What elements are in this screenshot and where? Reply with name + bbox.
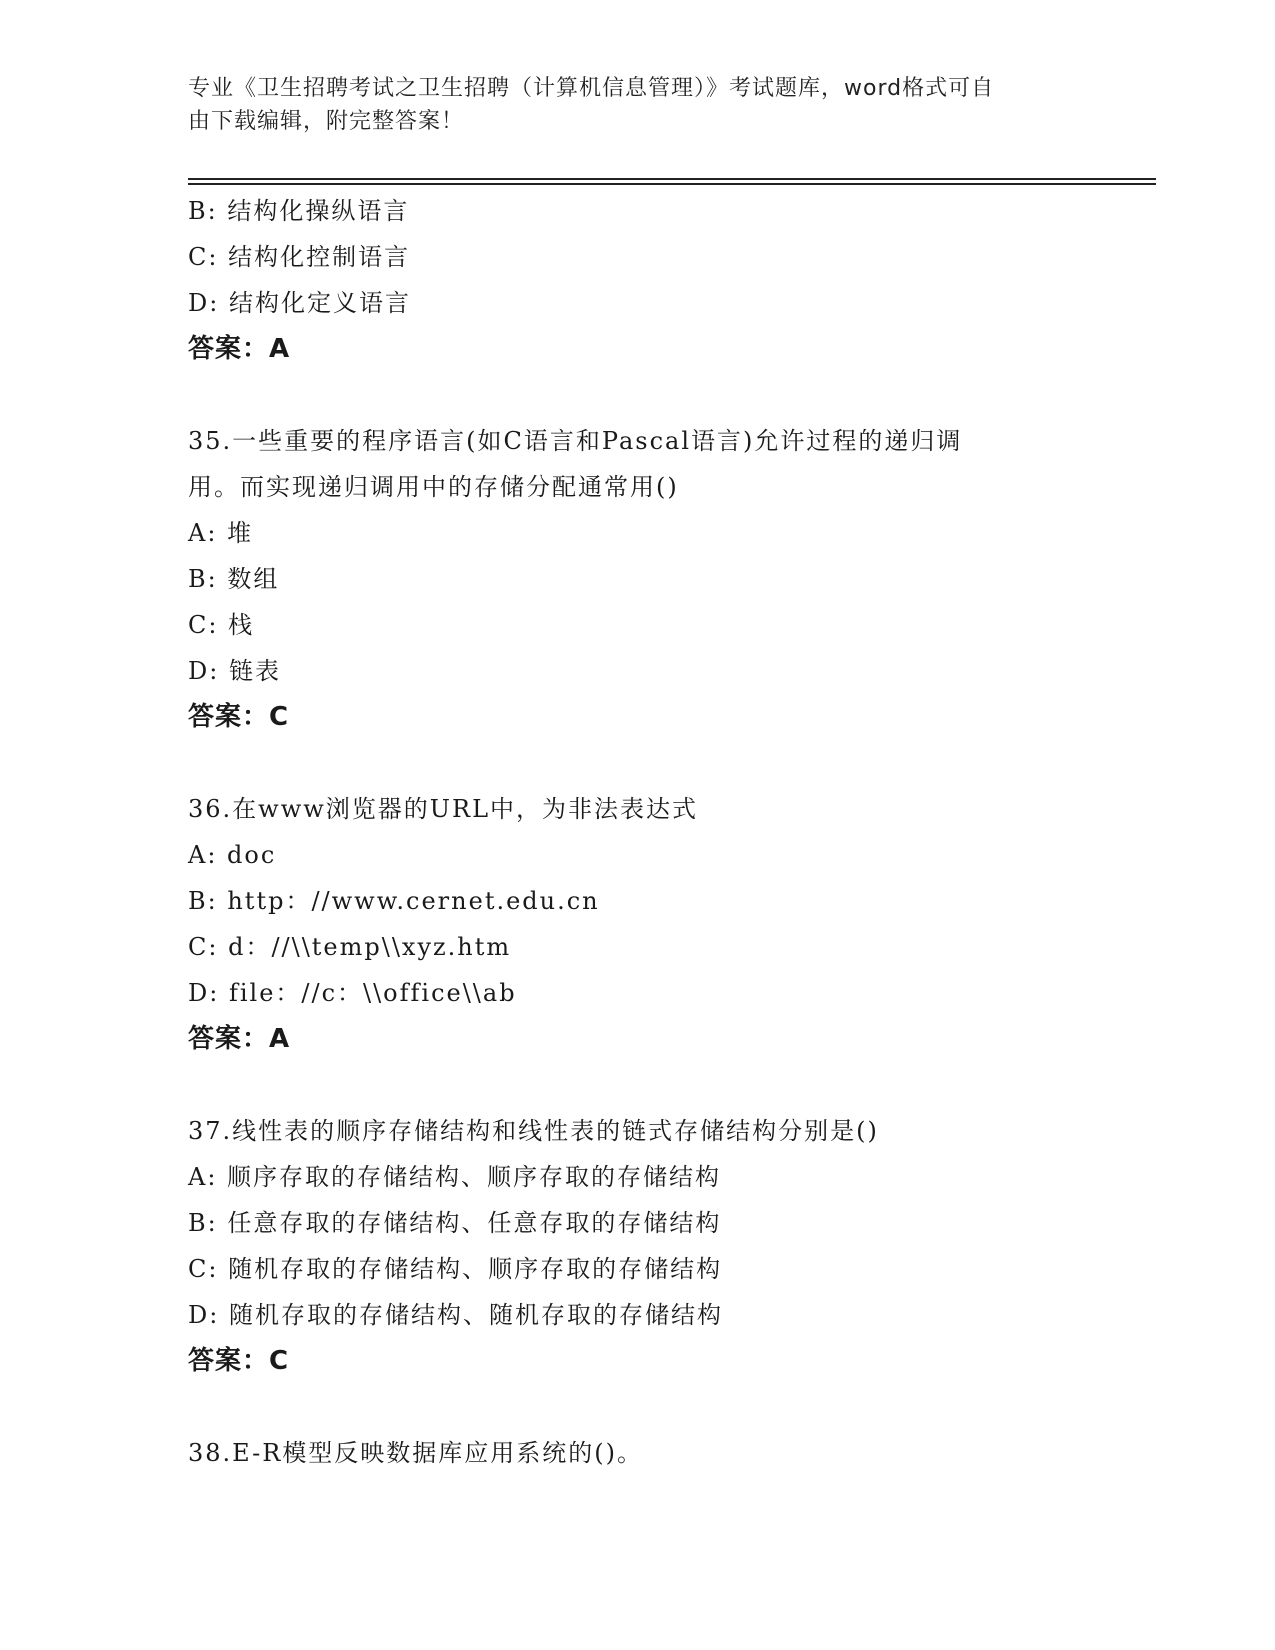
spacer xyxy=(188,1062,1088,1108)
question-list xyxy=(188,188,1088,1476)
question-stem: 38.E-R模型反映数据库应用系统的()。 xyxy=(188,1439,644,1467)
question-stem: 36.在www浏览器的URL中，为非法表达式 xyxy=(188,795,699,823)
option-b: B: 任意存取的存储结构、任意存取的存储结构 xyxy=(188,1209,722,1237)
option-d: D: file：//c：\\office\\ab xyxy=(188,979,517,1007)
question-36 xyxy=(188,786,1088,1062)
header-divider-top xyxy=(188,178,1156,180)
answer-line: 答案：C xyxy=(188,1346,290,1376)
question-37 xyxy=(188,1108,1088,1384)
option-a: A: doc xyxy=(188,841,277,869)
option-d: D: 链表 xyxy=(188,657,281,685)
header-divider-bottom xyxy=(188,183,1156,185)
answer-line: 答案：A xyxy=(188,334,291,364)
question-35 xyxy=(188,418,1088,740)
option-c: C: 随机存取的存储结构、顺序存取的存储结构 xyxy=(188,1255,723,1283)
spacer xyxy=(188,372,1088,418)
spacer xyxy=(188,1384,1088,1430)
option-b: B: 数组 xyxy=(188,565,280,593)
header-line-2: 由下载编辑，附完整答案！ xyxy=(188,109,465,134)
answer-line: 答案：C xyxy=(188,702,290,732)
question-stem: 37.线性表的顺序存储结构和线性表的链式存储结构分别是() xyxy=(188,1117,879,1145)
option-b: B: 结构化操纵语言 xyxy=(188,197,410,225)
option-b: B: http：//www.cernet.edu.cn xyxy=(188,887,600,915)
option-d: D: 随机存取的存储结构、随机存取的存储结构 xyxy=(188,1301,723,1329)
option-c: C: d：//\\temp\\xyz.htm xyxy=(188,933,512,961)
spacer xyxy=(188,740,1088,786)
option-c: C: 栈 xyxy=(188,611,255,639)
question-stem: 35.一些重要的程序语言(如C语言和Pascal语言)允许过程的递归调 xyxy=(188,427,963,455)
header-line-1: 专业《卫生招聘考试之卫生招聘（计算机信息管理）》考试题库，word格式可自 xyxy=(188,76,995,101)
question-stem-cont: 用。而实现递归调用中的存储分配通常用() xyxy=(188,473,679,501)
question-34-continued xyxy=(188,188,1088,372)
option-c: C: 结构化控制语言 xyxy=(188,243,411,271)
option-d: D: 结构化定义语言 xyxy=(188,289,411,317)
option-a: A: 顺序存取的存储结构、顺序存取的存储结构 xyxy=(188,1163,722,1191)
answer-line: 答案：A xyxy=(188,1024,291,1054)
option-a: A: 堆 xyxy=(188,519,254,547)
question-38 xyxy=(188,1430,1088,1476)
document-header xyxy=(188,72,1068,138)
